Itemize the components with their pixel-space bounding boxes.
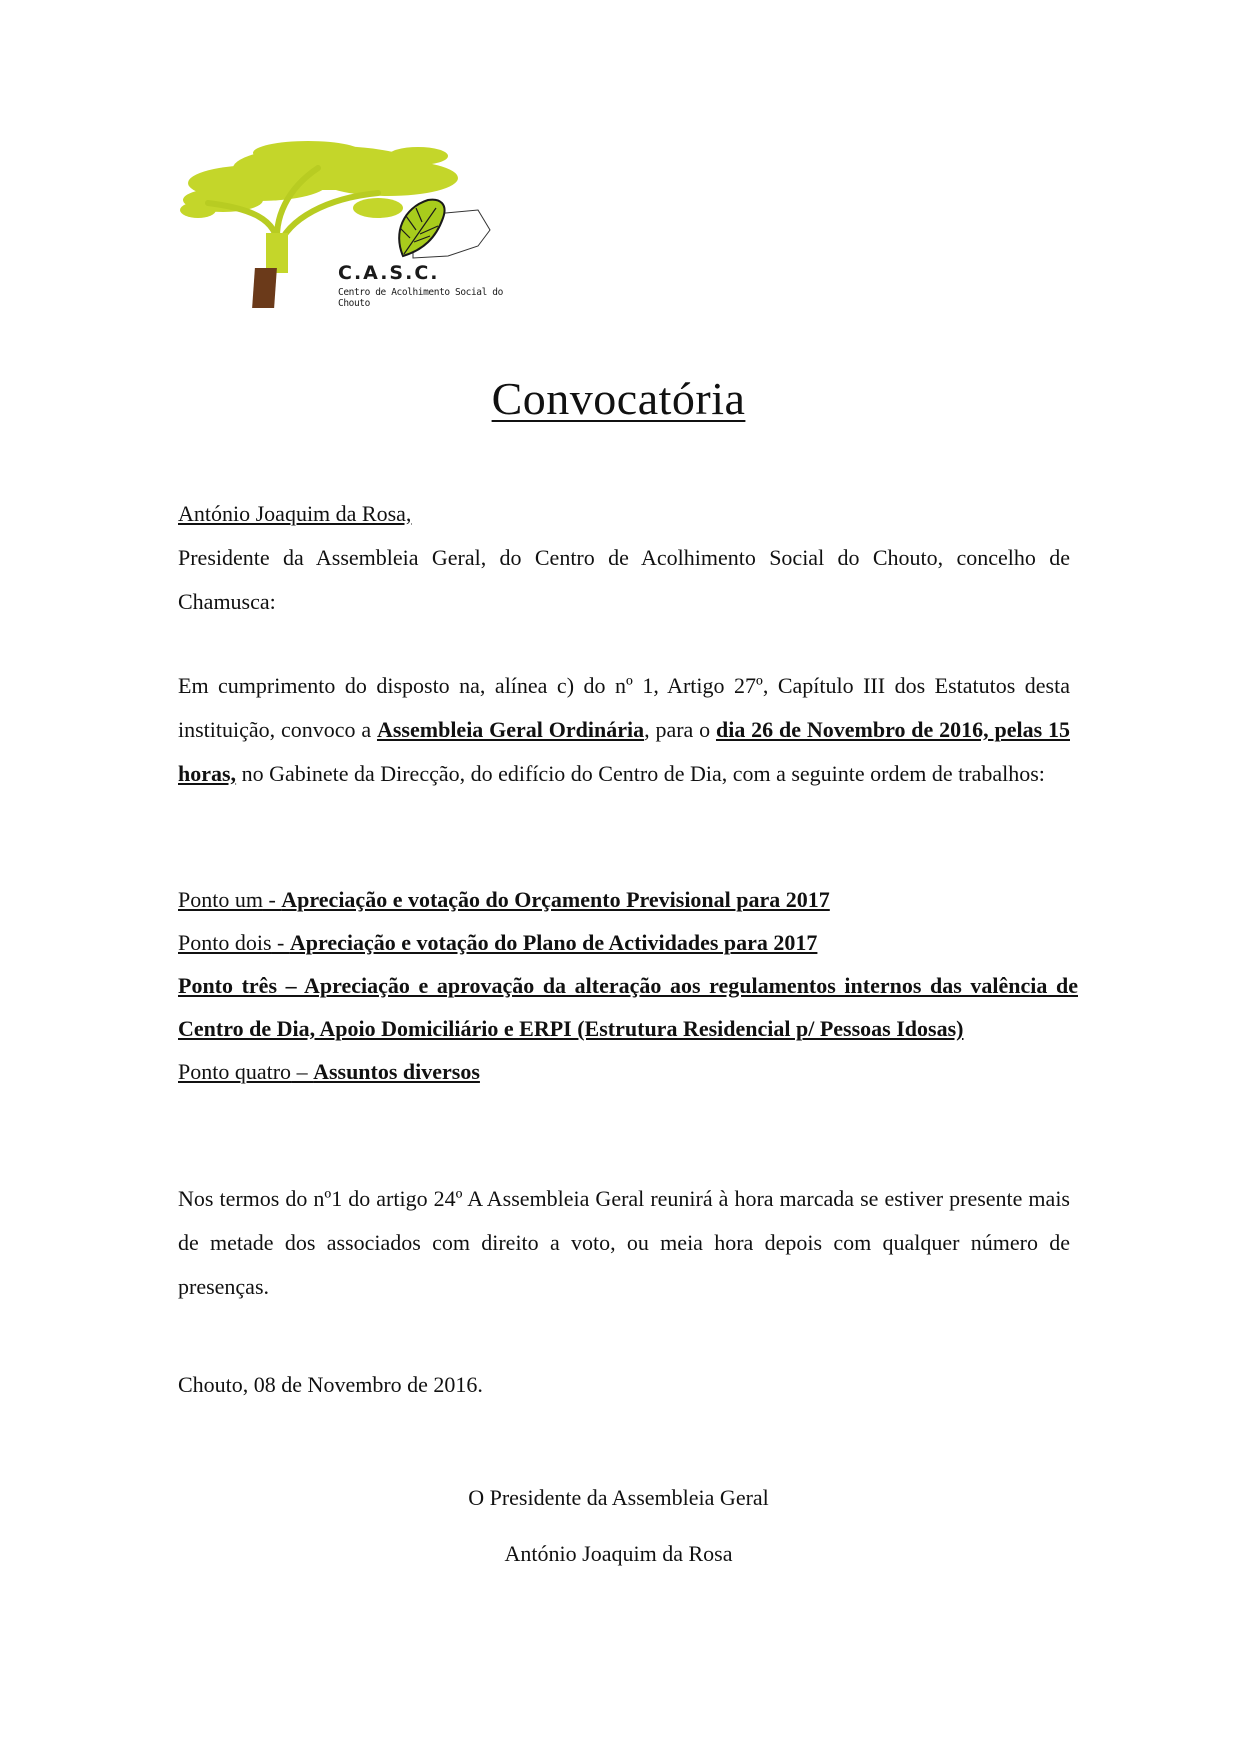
assembly-type: Assembleia Geral Ordinária (376, 717, 645, 742)
signature-role: O Presidente da Assembleia Geral (468, 1485, 769, 1510)
meeting-datetime: dia 26 de Novembro de 2016, pelas 15 horas, (178, 717, 1070, 786)
logo-full-name: Centro de Acolhimento Social do Chouto (338, 287, 503, 309)
agenda-item-text: Apreciação e votação do Orçamento Previsional para 2017 (281, 887, 830, 912)
convocation-text-1: Em cumprimento do disposto na, alínea c) do nº 1, Artigo 27º, Capítulo III dos Estatutos desta instituição, convoco a (178, 673, 1070, 742)
agenda-item (178, 921, 1078, 964)
agenda-item-text: Apreciação e votação do Plano de Actividades para 2017 (289, 930, 818, 955)
agenda-separator: - (271, 930, 290, 955)
agenda-separator: – (277, 973, 304, 998)
signature-name: António Joaquim da Rosa (504, 1541, 733, 1566)
agenda-item-label: Ponto dois (178, 930, 272, 955)
place-date: Chouto, 08 de Novembro de 2016. (178, 1372, 483, 1397)
agenda-item-text: Assuntos diversos (313, 1059, 480, 1084)
addressee (178, 492, 1070, 536)
quorum-paragraph: Nos termos do nº1 do artigo 24º A Assembleia Geral reunirá à hora marcada se estiver presente mais de metade dos associados com direito a voto, ou meia hora depois com qualquer número de presenças. (178, 1186, 1070, 1299)
convocation-text-3: no Gabinete da Direcção, do edifício do Centro de Dia, com a seguinte ordem de trabalhos: (236, 761, 1045, 786)
agenda-item-text: Apreciação e aprovação da alteração aos regulamentos internos das valência de Centro de Dia, Apoio Domiciliário e ERPI (Estrutura Residencial p/ Pessoas Idosas) (178, 973, 1078, 1041)
page-title: Convocatória (491, 373, 746, 424)
convocation-paragraph (178, 664, 1070, 796)
agenda-list (178, 878, 1078, 1093)
casc-logo (178, 138, 518, 308)
agenda-item (178, 878, 1078, 921)
intro-paragraph: Presidente da Assembleia Geral, do Centro de Acolhimento Social do Chouto, concelho de Chamusca: (178, 545, 1070, 614)
agenda-item (178, 964, 1078, 1050)
agenda-item-label: Ponto um (178, 887, 263, 912)
agenda-item-label: Ponto três (178, 973, 278, 998)
agenda-separator: – (291, 1059, 314, 1084)
agenda-separator: - (262, 887, 282, 912)
agenda-item (178, 1050, 1078, 1093)
addressee-name: António Joaquim da Rosa, (178, 501, 412, 526)
convocation-text-2: , para o (644, 717, 716, 742)
agenda-item-label: Ponto quatro (178, 1059, 292, 1084)
logo-acronym: C.A.S.C. (338, 262, 440, 284)
